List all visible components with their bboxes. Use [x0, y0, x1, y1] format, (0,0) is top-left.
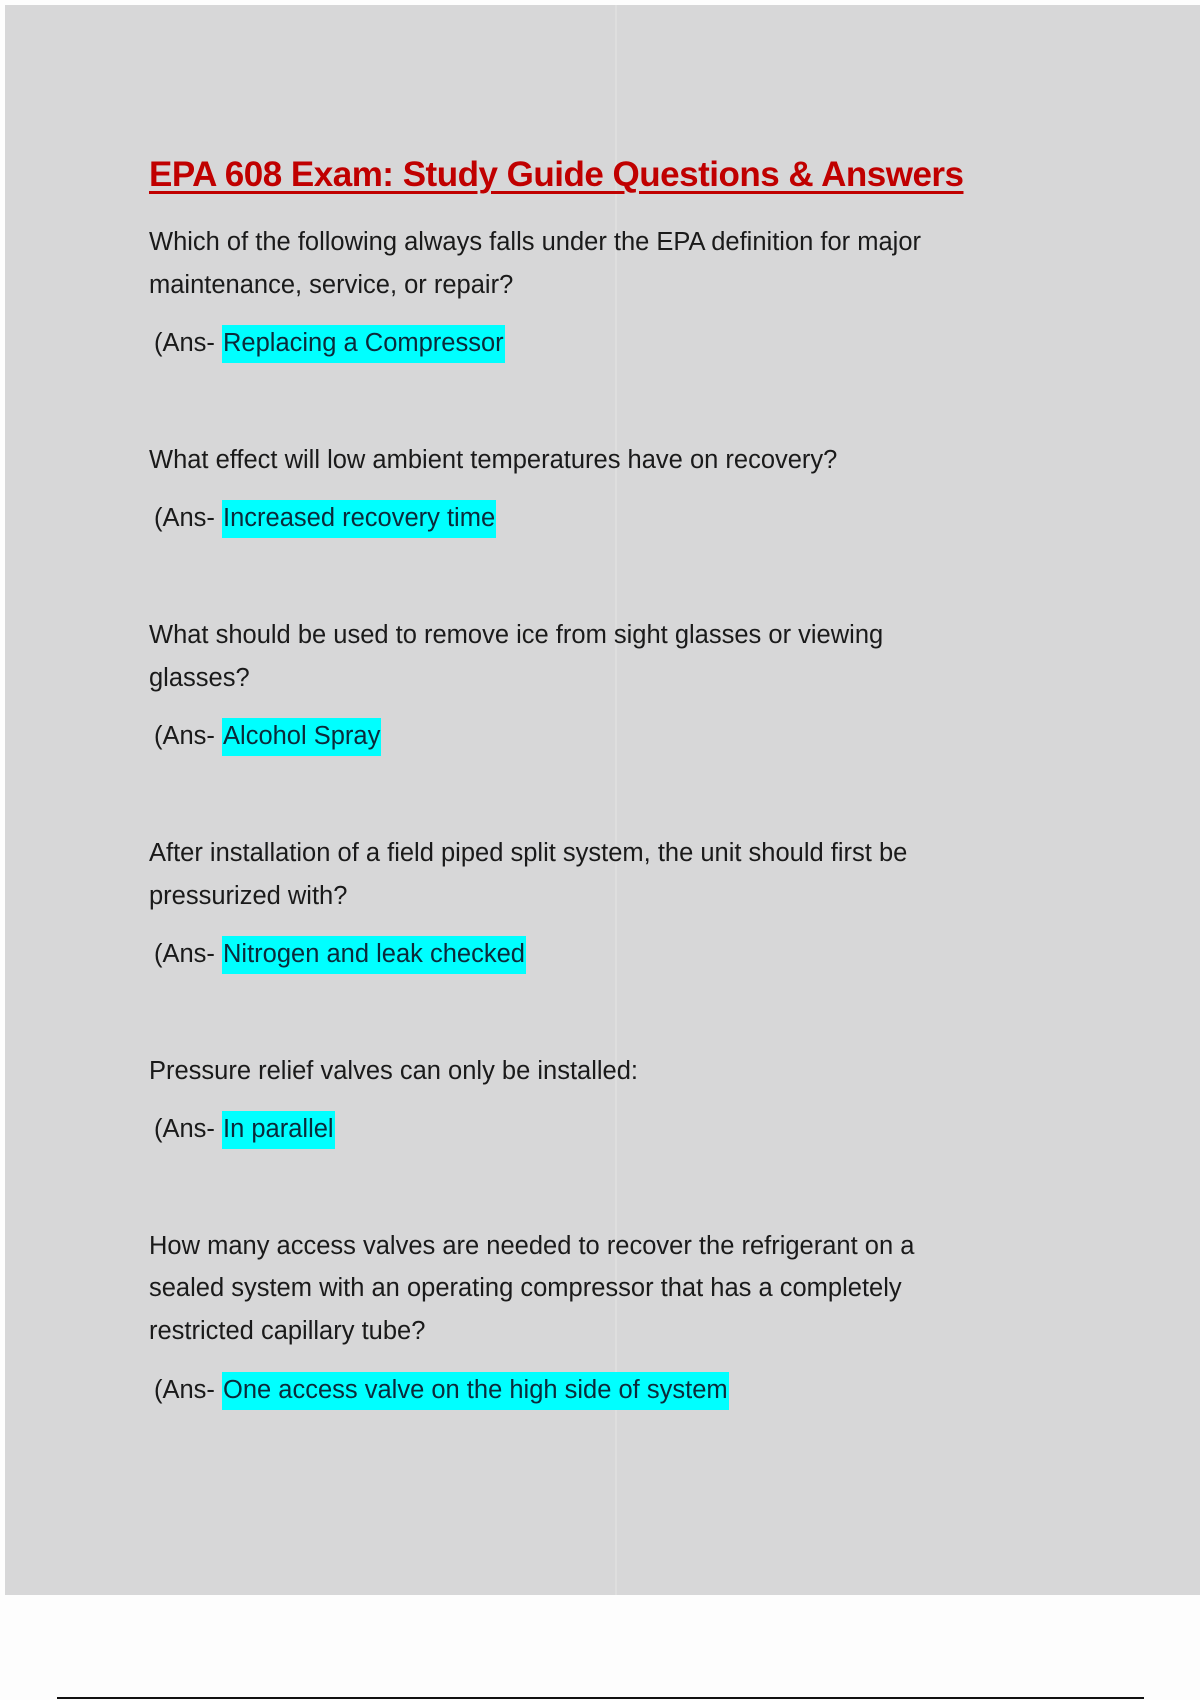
question-text: Which of the following always falls under the EPA definition for major	[149, 228, 921, 256]
question-text: After installation of a field piped split system, the unit should first be	[149, 839, 908, 867]
answer	[154, 1115, 335, 1144]
answer-prefix: (Ans-	[154, 1115, 223, 1143]
question-text: How many access valves are needed to recover the refrigerant on a	[149, 1232, 915, 1260]
answer	[154, 504, 496, 533]
answer-prefix: (Ans-	[154, 722, 223, 750]
answer-prefix: (Ans-	[154, 329, 223, 357]
answer-prefix: (Ans-	[154, 504, 223, 532]
answer	[154, 722, 381, 751]
answer-prefix: (Ans-	[154, 940, 223, 968]
answer-highlight: Alcohol Spray	[222, 718, 381, 756]
question-text: sealed system with an operating compressor that has a completely	[149, 1274, 902, 1302]
question-text: maintenance, service, or repair?	[149, 271, 514, 299]
question-text: Pressure relief valves can only be installed:	[149, 1057, 638, 1085]
answer	[154, 940, 526, 969]
question-text: glasses?	[149, 664, 250, 692]
answer	[154, 329, 505, 358]
answer-highlight: In parallel	[222, 1111, 335, 1149]
question-text: What effect will low ambient temperatures have on recovery?	[149, 446, 838, 474]
answer	[154, 1376, 729, 1405]
answer-prefix: (Ans-	[154, 1376, 223, 1404]
answer-highlight: One access valve on the high side of system	[222, 1372, 729, 1410]
question-text: pressurized with?	[149, 882, 348, 910]
question-text: restricted capillary tube?	[149, 1317, 426, 1345]
document-title: EPA 608 Exam: Study Guide Questions & Answers	[149, 155, 964, 194]
question-text: What should be used to remove ice from sight glasses or viewing	[149, 621, 884, 649]
answer-highlight: Nitrogen and leak checked	[222, 936, 526, 974]
bottom-rule	[57, 1697, 1144, 1699]
answer-highlight: Replacing a Compressor	[222, 325, 505, 363]
answer-highlight: Increased recovery time	[222, 500, 496, 538]
